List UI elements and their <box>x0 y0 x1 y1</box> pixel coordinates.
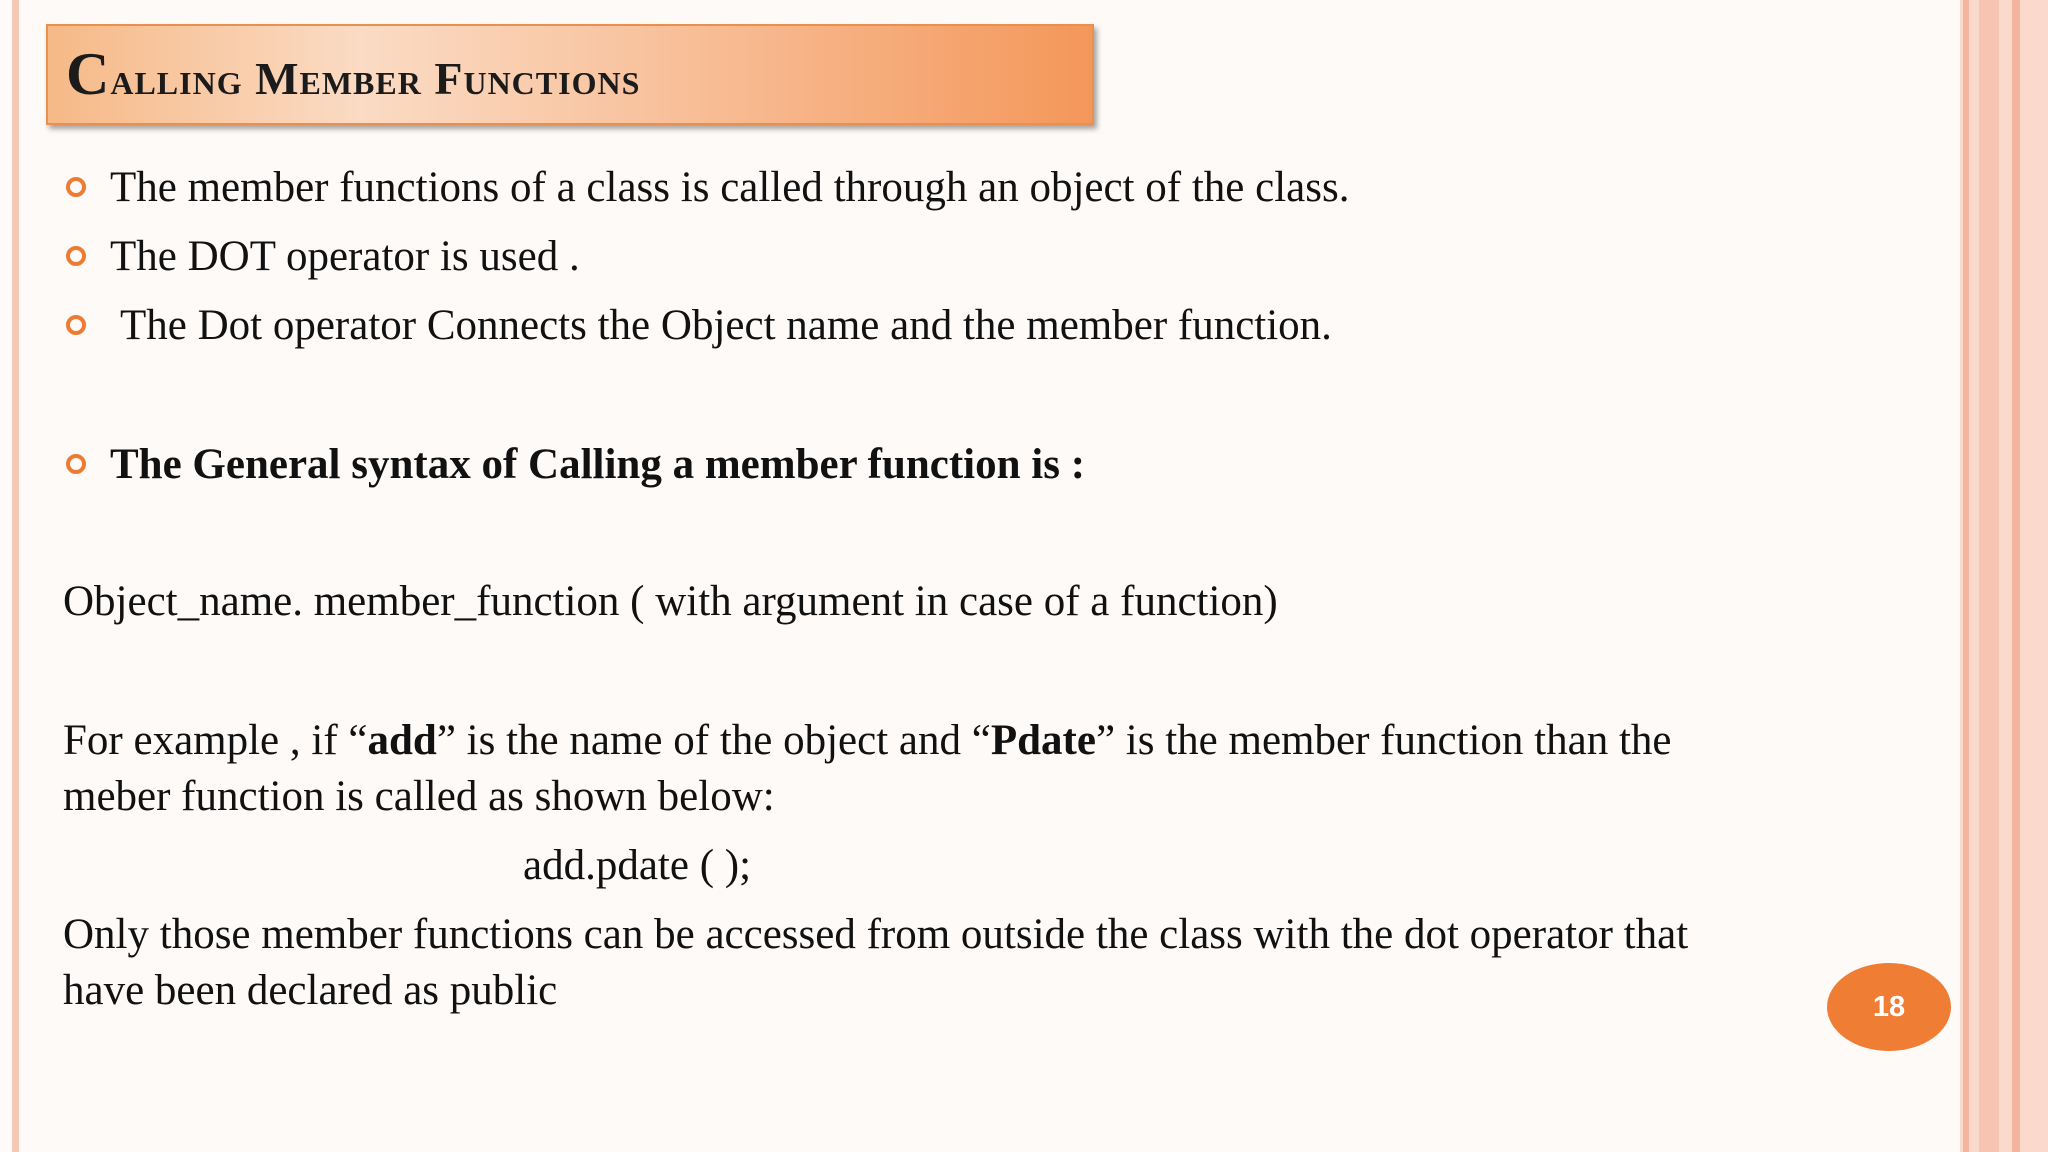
right-decorative-stripe <box>2012 0 2020 1152</box>
example-paragraph-line2: meber function is called as shown below: <box>63 773 775 820</box>
circle-bullet-icon <box>66 315 86 335</box>
code-example: add.pdate ( ); <box>523 842 752 889</box>
example-text: ” is the name of the object and “ <box>436 717 991 764</box>
circle-bullet-icon <box>66 454 86 474</box>
right-decorative-band <box>1960 0 2048 1152</box>
circle-bullet-icon <box>66 246 86 266</box>
circle-bullet-icon <box>66 177 86 197</box>
bullet-text: The DOT operator is used . <box>110 233 580 280</box>
bullet-text: The Dot operator Connects the Object name and the member function. <box>110 302 1332 349</box>
title-banner <box>46 24 1094 125</box>
syntax-line: Object_name. member_function ( with argument in case of a function) <box>63 578 1278 625</box>
object-name: add <box>367 717 437 764</box>
slide-title: Calling Member Functions <box>66 41 641 107</box>
bullet-text: The member functions of a class is called through an object of the class. <box>110 164 1350 211</box>
note-line: have been declared as public <box>63 967 558 1014</box>
note-line: Only those member functions can be accessed from outside the class with the dot operator that <box>63 911 1689 958</box>
right-decorative-stripe <box>1979 0 1999 1152</box>
example-text: ” is the member function than the <box>1095 717 1672 764</box>
example-paragraph <box>63 713 1672 769</box>
page-number-badge: 18 <box>1827 963 1951 1051</box>
example-text: For example , if “ <box>63 717 368 764</box>
function-name: Pdate <box>990 717 1096 764</box>
left-decorative-stripe <box>12 0 19 1152</box>
right-decorative-stripe <box>1963 0 1969 1152</box>
syntax-heading: The General syntax of Calling a member function is : <box>110 441 1086 488</box>
